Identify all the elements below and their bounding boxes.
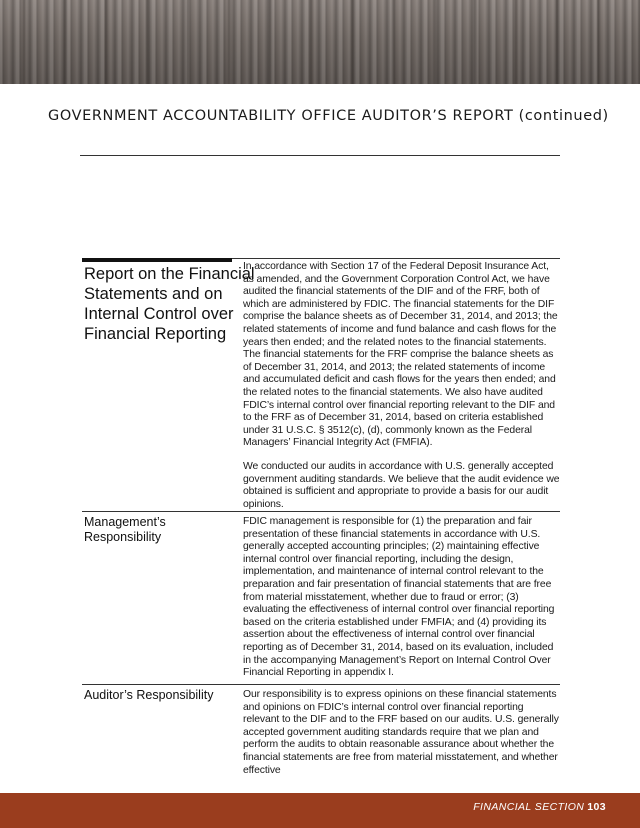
header-banner-image	[0, 0, 640, 84]
footer-label	[473, 801, 606, 813]
paragraph: In accordance with Section 17 of the Federal Deposit Insurance Act, as amended, and the Government Corporation Control Act, we have audited the financial statements of the DIF and of the FRF, both of which are administered by FDIC. The financial statements for the DIF comprise the balance sheets as of December 31, 2014, and 2013; the related statements of income and fund balance and cash flows for the years then ended; and the related notes to the financial statements. The financial statements for the FRF comprise the balance sheets as of December 31, 2014, and 2013; the related statements of income and accumulated deficit and cash flows for the years then ended; and the related notes to the financial statements. We also have audited FDIC’s internal control over financial reporting relevant to the DIF and to the FRF as of December 31, 2014, based on criteria established under 31 U.S.C. § 3512(c), (d), commonly known as the Federal Managers’ Financial Integrity Act (FMFIA).	[243, 261, 558, 449]
section-body	[243, 516, 561, 680]
section-heading-bar	[82, 258, 232, 262]
paragraph: We conducted our audits in accordance with U.S. generally accepted government auditing standards. We believe that the audit evidence we obtained is sufficient and appropriate to provide a basis for our audit opinions.	[243, 460, 560, 510]
title-divider	[80, 155, 560, 156]
section-heading: Management’s Responsibility	[84, 515, 166, 544]
section-report-on-financial-statements	[82, 258, 560, 510]
section-divider	[82, 511, 560, 512]
page-title: GOVERNMENT ACCOUNTABILITY OFFICE AUDITOR’S REPORT (continued)	[48, 108, 609, 124]
section-managements-responsibility	[82, 511, 560, 679]
section-divider	[82, 684, 560, 685]
paragraph: FDIC management is responsible for (1) the preparation and fair presentation of these financial statements in accordance with U.S. generally accepted accounting principles; (2) maintaining effective internal control over financial reporting, including the design, implementation, and maintenance of internal control relevant to the preparation and fair presentation of financial statements that are free from material misstatement, whether due to fraud or error; (3) evaluating the effectiveness of internal control over financial reporting based on the criteria established under FMFIA; and (4) providing its assertion about the effectiveness of internal control over financial reporting as of December 31, 2014, based on its evaluation, included in the accompanying Management’s Report on Internal Control Over Financial Reporting in appendix I.	[243, 516, 555, 679]
section-body	[243, 689, 561, 777]
page-number: 103	[587, 801, 606, 813]
section-heading: Auditor’s Responsibility	[84, 688, 214, 702]
footer-section-label: FINANCIAL SECTION	[473, 801, 585, 813]
section-heading: Report on the Financial Statements and on Internal Control over Financial Reporting	[84, 265, 255, 343]
section-auditors-responsibility	[82, 684, 560, 784]
paragraph: Our responsibility is to express opinions on these financial statements and opinions on FDIC’s internal control over financial reporting relevant to the DIF and to the FRF based on our audits. U.S. generally accepted government auditing standards require that we plan and perform the audits to obtain reasonable assurance about whether the financial statements are free from material misstatement, and whether effective	[243, 689, 559, 776]
section-body	[243, 261, 561, 511]
